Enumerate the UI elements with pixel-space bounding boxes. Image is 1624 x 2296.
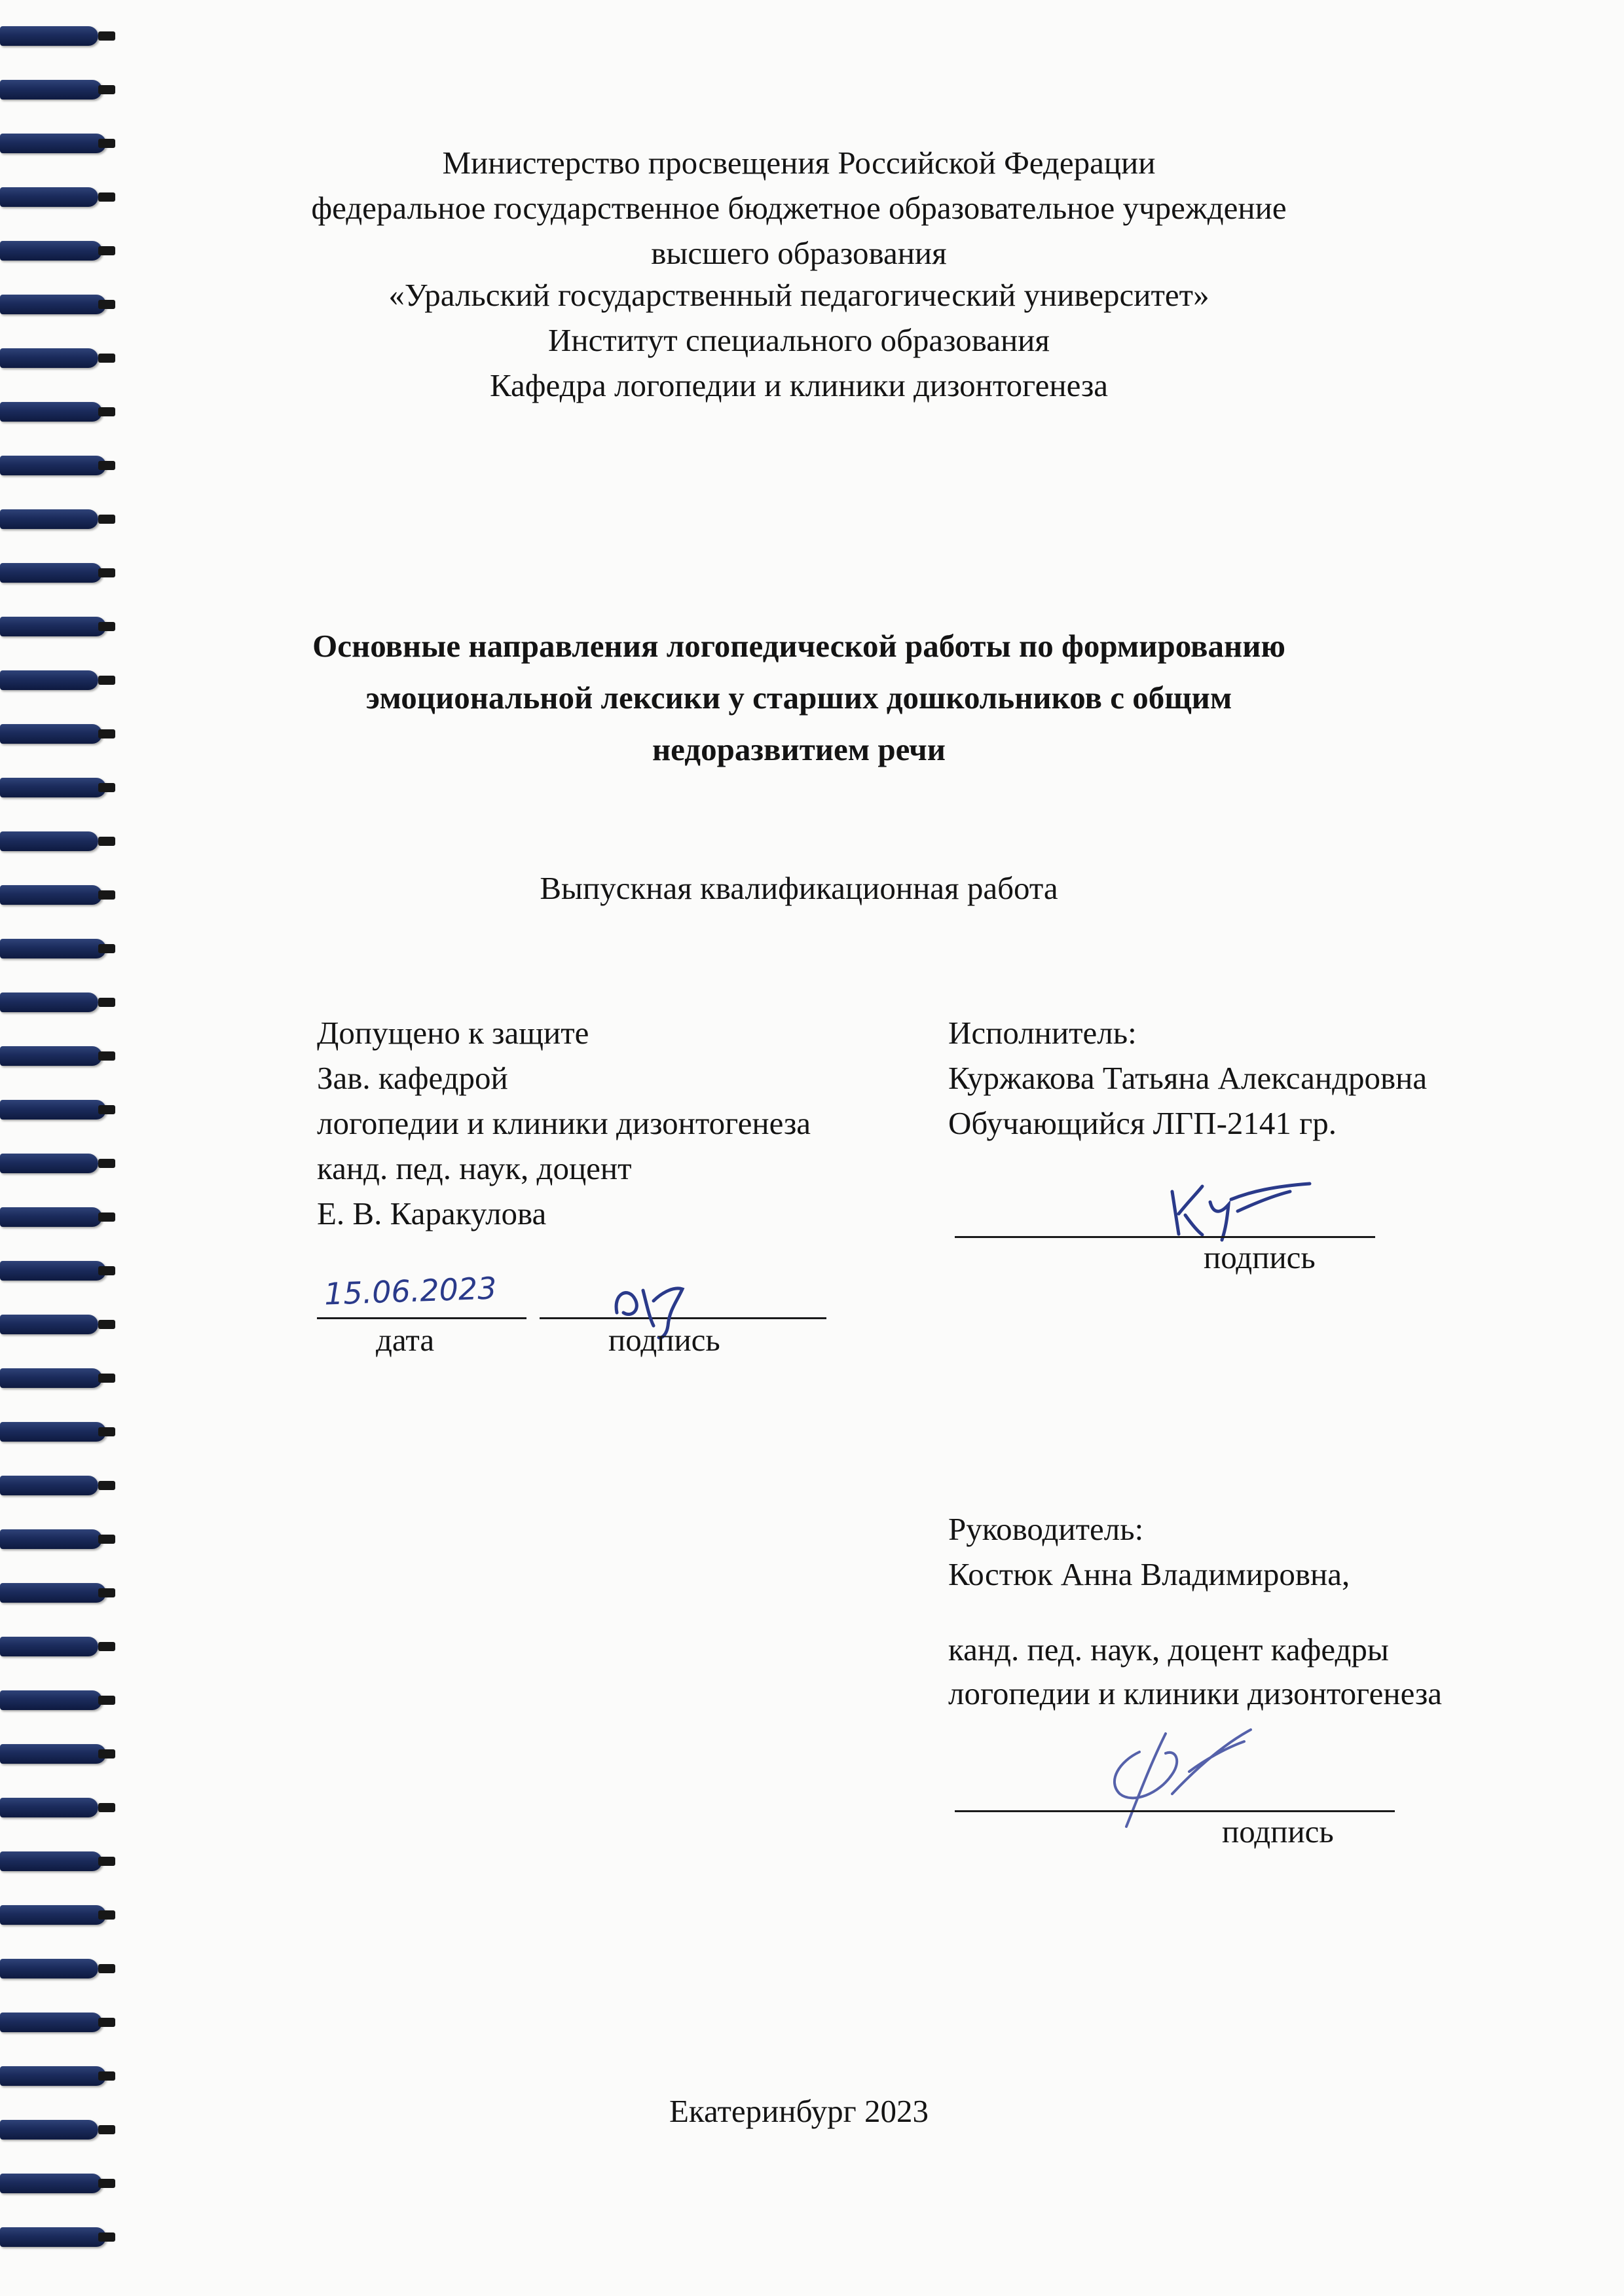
binding-hole [98,2179,115,2188]
binding-hole [98,2018,115,2027]
binding-hole [98,246,115,255]
binding-coil [0,1100,106,1120]
admission-line-4: канд. пед. наук, доцент [317,1150,632,1186]
binding-coil [0,1905,106,1925]
binding-coil [0,670,98,690]
supervisor-line-3: канд. пед. наук, доцент кафедры [948,1631,1389,1667]
binding-coil [0,1368,102,1388]
supervisor-signature-caption: подпись [1222,1813,1334,1850]
date-caption: дата [376,1322,435,1358]
binding-hole [98,2125,115,2134]
thesis-title-line-1: Основные направления логопедической работы по формированию [312,628,1285,664]
binding-coil [0,831,98,851]
admission-line-1: Допущено к защите [317,1015,589,1051]
binding-coil [0,2120,98,2140]
thesis-title-line-2: эмоциональной лексики у старших дошкольников с общим [365,680,1232,716]
binding-coil [0,1476,98,1495]
binding-hole [98,1964,115,1973]
binding-hole [98,1857,115,1866]
binding-hole [98,783,115,792]
department-line: Кафедра логопедии и клиники дизонтогенеза [489,367,1109,403]
binding-hole [98,1266,115,1275]
binding-hole [98,192,115,202]
binding-hole [98,139,115,148]
binding-coil [0,1154,98,1173]
supervisor-line-2: Костюк Анна Владимировна, [948,1556,1350,1592]
binding-coil [0,509,98,529]
binding-coil [0,1529,102,1549]
binding-coil [0,993,98,1012]
thesis-title-line-3: недоразвитием речи [652,731,946,767]
binding-coil [0,1583,106,1603]
binding-hole [98,890,115,900]
binding-hole [98,85,115,94]
binding-hole [98,1427,115,1436]
admission-line-5: Е. В. Каракулова [317,1195,547,1231]
binding-coil [0,939,106,958]
binding-coil [0,80,102,100]
spiral-binding [0,0,131,2296]
binding-coil [0,295,106,314]
binding-coil [0,1315,98,1334]
binding-hole [98,31,115,41]
binding-hole [98,998,115,1007]
binding-hole [98,1320,115,1329]
binding-hole [98,1159,115,1168]
institution-line-2: высшего образования [651,235,947,271]
binding-coil [0,2174,102,2193]
binding-coil [0,563,102,583]
binding-hole [98,354,115,363]
executor-line-1: Исполнитель: [948,1015,1137,1051]
binding-coil [0,1744,106,1764]
binding-coil [0,187,98,207]
binding-coil [0,778,106,797]
binding-hole [98,837,115,846]
binding-hole [98,568,115,577]
binding-hole [98,944,115,953]
university-line: «Уральский государственный педагогический университет» [388,277,1209,313]
city-year: Екатеринбург 2023 [669,2093,929,2129]
institution-line-1: федеральное государственное бюджетное образовательное учреждение [311,190,1287,226]
binding-hole [98,2232,115,2242]
binding-coil [0,2013,102,2032]
binding-coil [0,2227,106,2247]
binding-hole [98,1374,115,1383]
date-line [317,1317,526,1319]
binding-coil [0,402,102,422]
supervisor-line-1: Руководитель: [948,1511,1144,1547]
binding-hole [98,407,115,416]
binding-coil [0,1207,102,1227]
binding-coil [0,617,106,636]
binding-hole [98,300,115,309]
binding-coil [0,1637,98,1656]
admission-line-2: Зав. кафедрой [317,1060,508,1096]
binding-coil [0,456,106,475]
work-type: Выпускная квалификационная работа [540,870,1058,906]
binding-hole [98,1910,115,1920]
executor-line-2: Куржакова Татьяна Александровна [948,1060,1428,1096]
executor-line-3: Обучающийся ЛГП-2141 гр. [948,1105,1337,1141]
ministry-line: Министерство просвещения Российской Федерации [442,145,1156,181]
binding-coil [0,1046,102,1066]
binding-coil [0,1959,98,1978]
binding-hole [98,729,115,738]
binding-coil [0,241,102,261]
binding-hole [98,1481,115,1490]
binding-coil [0,26,98,46]
admission-line-3: логопедии и клиники дизонтогенеза [317,1105,811,1141]
binding-coil [0,348,98,368]
binding-hole [98,515,115,524]
binding-coil [0,1851,102,1871]
binding-coil [0,1261,106,1281]
executor-signature [1159,1172,1316,1244]
binding-coil [0,1690,102,1710]
admission-signature-caption: подпись [608,1322,720,1358]
handwritten-date: 15.06.2023 [323,1270,498,1312]
binding-hole [98,1642,115,1651]
binding-hole [98,1535,115,1544]
binding-coil [0,2066,106,2086]
binding-hole [98,1588,115,1597]
binding-hole [98,461,115,470]
binding-hole [98,622,115,631]
binding-hole [98,1105,115,1114]
binding-hole [98,1696,115,1705]
institute-line: Институт специального образования [548,322,1050,358]
binding-hole [98,676,115,685]
executor-signature-caption: подпись [1204,1239,1316,1275]
binding-hole [98,1749,115,1758]
binding-coil [0,134,106,153]
binding-hole [98,1051,115,1061]
binding-hole [98,1803,115,1812]
supervisor-line-4: логопедии и клиники дизонтогенеза [948,1675,1443,1711]
binding-coil [0,1422,106,1442]
binding-coil [0,724,102,744]
binding-hole [98,1212,115,1222]
binding-coil [0,1798,98,1817]
binding-hole [98,2071,115,2081]
binding-coil [0,885,102,905]
